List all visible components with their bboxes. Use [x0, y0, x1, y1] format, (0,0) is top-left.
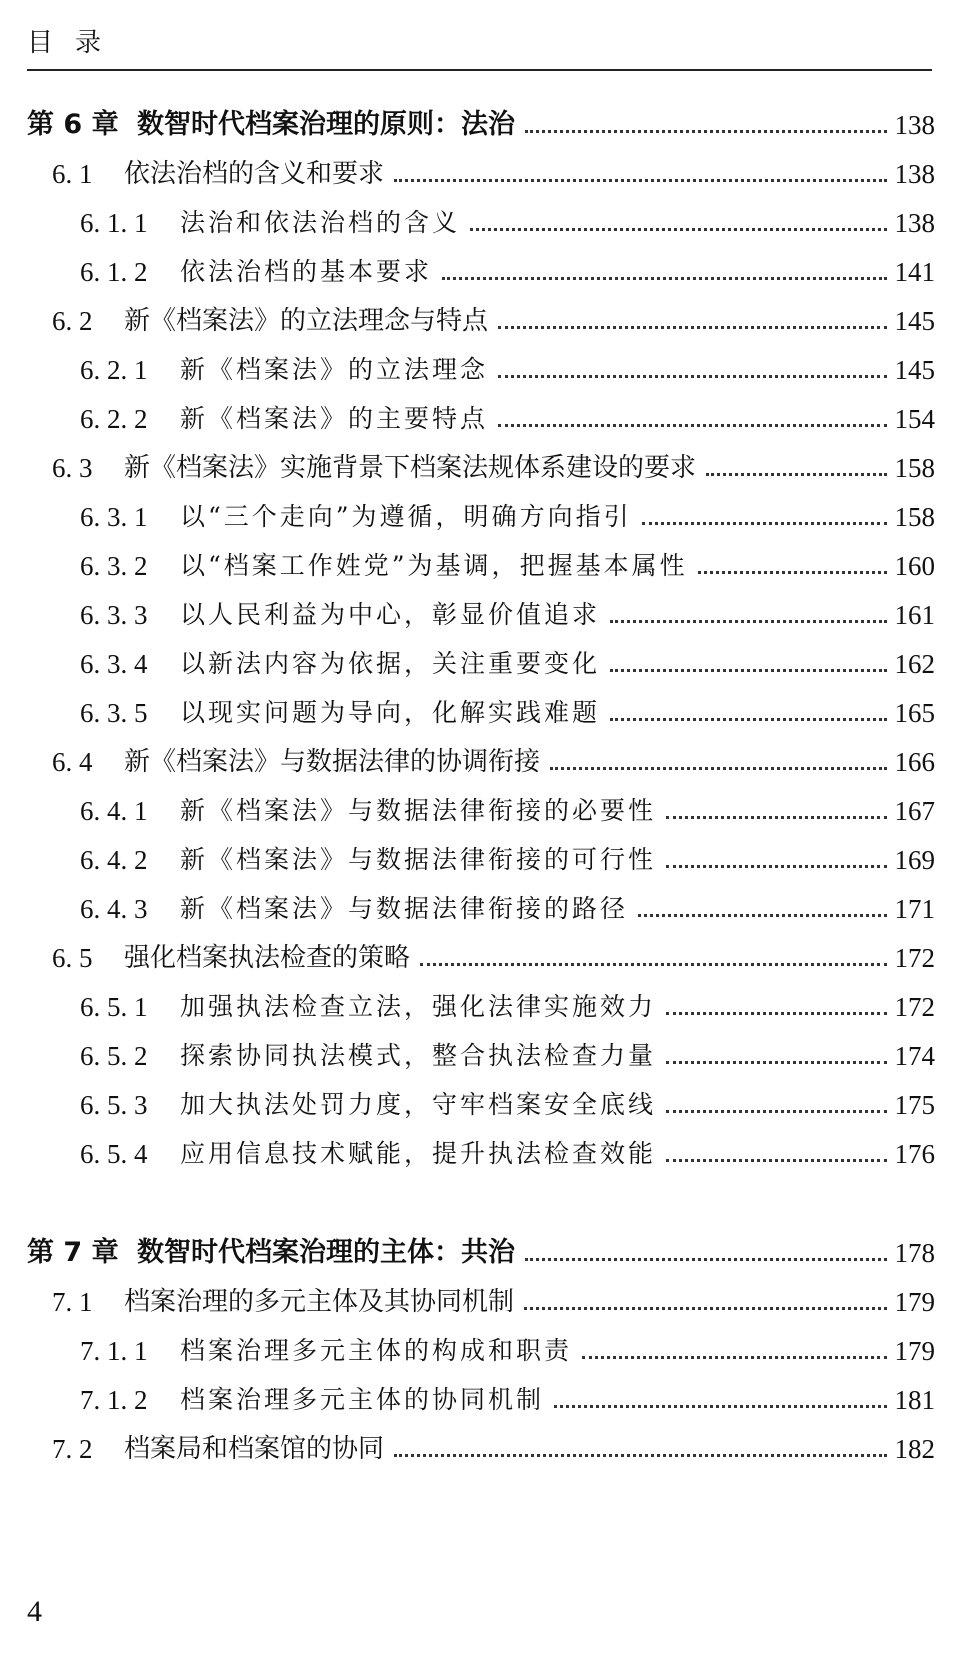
toc-subsection-entry: [80, 644, 935, 684]
toc-entry-title: 数智时代档案治理的主体：共治: [137, 1237, 515, 1268]
toc-entry-page: 165: [894, 698, 935, 728]
toc-entry-number: 6. 5. 1: [80, 992, 148, 1022]
toc-entry-number: 6. 4. 3: [80, 894, 148, 924]
toc-dot-leader: [394, 1454, 886, 1457]
toc-entry-page: 158: [894, 453, 935, 483]
toc-dot-leader: [498, 326, 886, 329]
page-number: 4: [27, 1595, 42, 1628]
toc-entry-number: 6. 5. 4: [80, 1139, 148, 1169]
toc-entry-title: 以现实问题为导向，化解实践难题: [180, 698, 601, 727]
toc-entry-number: 6. 2. 2: [80, 404, 148, 434]
toc-entry-number: 6. 1: [52, 159, 93, 189]
toc-entry-page: 175: [894, 1090, 935, 1120]
toc-subsection-entry: [80, 203, 935, 243]
toc-dot-leader: [550, 767, 886, 770]
toc-dot-leader: [498, 424, 886, 427]
toc-subsection-entry: [80, 1380, 935, 1420]
toc-subsection-entry: [80, 791, 935, 831]
toc-entry-number: 6. 5. 2: [80, 1041, 148, 1071]
toc-entry-page: 176: [894, 1139, 935, 1169]
toc-subsection-entry: [80, 840, 935, 880]
toc-dot-leader: [706, 473, 886, 476]
toc-entry-number: 7. 1. 1: [80, 1336, 148, 1366]
toc-subsection-entry: [80, 1036, 935, 1076]
toc-entry-title: 以新法内容为依据，关注重要变化: [180, 649, 601, 678]
toc-entry-number: 7. 1: [52, 1287, 93, 1317]
toc-entry-number: 6. 5: [52, 943, 93, 973]
toc-chapter-entry: [27, 1233, 935, 1273]
toc-dot-leader: [610, 718, 886, 721]
toc-entry-number: 6. 3. 1: [80, 502, 148, 532]
toc-entry-number: 6. 3. 5: [80, 698, 148, 728]
toc-entry-page: 179: [894, 1287, 935, 1317]
toc-subsection-entry: [80, 693, 935, 733]
toc-subsection-entry: [80, 1085, 935, 1125]
toc-entry-title: 应用信息技术赋能，提升执法检查效能: [180, 1139, 657, 1168]
toc-entry-number: 7. 2: [52, 1434, 93, 1464]
toc-entry-number: 6. 1. 1: [80, 208, 148, 238]
toc-subsection-entry: [80, 987, 935, 1027]
toc-entry-title: 加大执法处罚力度，守牢档案安全底线: [180, 1090, 657, 1119]
toc-dot-leader: [442, 277, 886, 280]
toc-entry-page: 162: [894, 649, 935, 679]
toc-entry-title: 新《档案法》的主要特点: [180, 404, 489, 433]
toc-entry-title: 以“三个走向”为遵循，明确方向指引: [180, 502, 632, 531]
toc-dot-leader: [610, 620, 886, 623]
toc-entry-title: 新《档案法》与数据法律的协调衔接: [124, 747, 541, 777]
toc-entry-title: 档案治理多元主体的构成和职责: [180, 1336, 573, 1365]
toc-entry-title: 新《档案法》与数据法律衔接的路径: [180, 894, 629, 923]
toc-entry-title: 新《档案法》与数据法律衔接的可行性: [180, 845, 657, 874]
toc-dot-leader: [666, 1061, 886, 1064]
toc-entry-title: 新《档案法》实施背景下档案法规体系建设的要求: [124, 453, 697, 483]
toc-entry-page: 167: [894, 796, 935, 826]
toc-entry-page: 178: [894, 1238, 935, 1268]
toc-entry-page: 172: [894, 992, 935, 1022]
toc-entry-title: 依法治档的含义和要求: [124, 159, 385, 189]
toc-entry-page: 182: [894, 1434, 935, 1464]
toc-entry-title: 以“档案工作姓党”为基调，把握基本属性: [180, 551, 688, 580]
toc-entry-page: 145: [894, 355, 935, 385]
toc-entry-title: 以人民利益为中心，彰显价值追求: [180, 600, 601, 629]
toc-entry-page: 154: [894, 404, 935, 434]
toc-entry-page: 138: [894, 110, 935, 140]
toc-entry-number: 第 6 章: [27, 109, 119, 140]
toc-entry-number: 6. 3: [52, 453, 93, 483]
toc-subsection-entry: [80, 350, 935, 390]
toc-subsection-entry: [80, 546, 935, 586]
toc-dot-leader: [666, 816, 886, 819]
toc-subsection-entry: [80, 1134, 935, 1174]
toc-entry-number: 6. 2: [52, 306, 93, 336]
toc-dot-leader: [394, 179, 886, 182]
toc-dot-leader: [524, 1307, 886, 1310]
toc-subsection-entry: [80, 399, 935, 439]
toc-entry-page: 174: [894, 1041, 935, 1071]
toc-entry-title: 依法治档的基本要求: [180, 257, 433, 286]
toc-entry-number: 6. 4. 1: [80, 796, 148, 826]
toc-chapter-entry: [27, 105, 935, 145]
toc-entry-page: 172: [894, 943, 935, 973]
toc-entry-page: 141: [894, 257, 935, 287]
toc-section-entry: [52, 1429, 935, 1469]
toc-dot-leader: [420, 963, 886, 966]
toc-entry-page: 161: [894, 600, 935, 630]
toc-entry-page: 160: [894, 551, 935, 581]
toc-entry-title: 档案治理多元主体的协同机制: [180, 1385, 545, 1414]
toc-entry-page: 158: [894, 502, 935, 532]
toc-section-entry: [52, 448, 935, 488]
toc-entry-title: 新《档案法》的立法理念与特点: [124, 306, 489, 336]
toc-entry-title: 新《档案法》与数据法律衔接的必要性: [180, 796, 657, 825]
toc-dot-leader: [666, 1159, 886, 1162]
toc-entry-number: 6. 1. 2: [80, 257, 148, 287]
toc-section-entry: [52, 938, 935, 978]
header-rule: [27, 69, 932, 71]
toc-entry-title: 法治和依法治档的含义: [180, 208, 461, 237]
toc-entry-number: 6. 3. 2: [80, 551, 148, 581]
toc-entry-title: 加强执法检查立法，强化法律实施效力: [180, 992, 657, 1021]
toc-entry-title: 强化档案执法检查的策略: [124, 943, 411, 973]
toc-dot-leader: [554, 1405, 886, 1408]
toc-dot-leader: [610, 669, 886, 672]
toc-entry-title: 档案局和档案馆的协同: [124, 1434, 385, 1464]
toc-dot-leader: [666, 1110, 886, 1113]
toc-entry-page: 169: [894, 845, 935, 875]
toc-dot-leader: [498, 375, 886, 378]
toc-dot-leader: [666, 1012, 886, 1015]
toc-entry-number: 6. 4. 2: [80, 845, 148, 875]
toc-subsection-entry: [80, 1331, 935, 1371]
toc-entry-page: 138: [894, 159, 935, 189]
toc-subsection-entry: [80, 497, 935, 537]
toc-entry-title: 档案治理的多元主体及其协同机制: [124, 1287, 515, 1317]
toc-dot-leader: [642, 522, 887, 525]
toc-subsection-entry: [80, 595, 935, 635]
toc-entry-number: 7. 1. 2: [80, 1385, 148, 1415]
toc-dot-leader: [525, 130, 887, 133]
toc-entry-page: 145: [894, 306, 935, 336]
toc-entry-page: 181: [894, 1385, 935, 1415]
toc-entry-number: 6. 5. 3: [80, 1090, 148, 1120]
toc-dot-leader: [582, 1356, 886, 1359]
toc-entry-title: 数智时代档案治理的原则：法治: [137, 109, 515, 140]
toc-section-entry: [52, 154, 935, 194]
toc-dot-leader: [698, 571, 887, 574]
toc-dot-leader: [525, 1258, 887, 1261]
toc-dot-leader: [666, 865, 886, 868]
toc-entry-title: 探索协同执法模式，整合执法检查力量: [180, 1041, 657, 1070]
toc-section-entry: [52, 1282, 935, 1322]
toc-entry-page: 166: [894, 747, 935, 777]
toc-entry-title: 新《档案法》的立法理念: [180, 355, 489, 384]
toc-entry-number: 第 7 章: [27, 1237, 119, 1268]
toc-entry-number: 6. 4: [52, 747, 93, 777]
toc-section-entry: [52, 742, 935, 782]
toc-subsection-entry: [80, 252, 935, 292]
toc-entry-page: 179: [894, 1336, 935, 1366]
toc-subsection-entry: [80, 889, 935, 929]
toc-entry-number: 6. 3. 3: [80, 600, 148, 630]
running-head-title: 目录: [27, 28, 124, 58]
toc-dot-leader: [638, 914, 886, 917]
toc-section-entry: [52, 301, 935, 341]
toc-entry-number: 6. 2. 1: [80, 355, 148, 385]
toc-entry-number: 6. 3. 4: [80, 649, 148, 679]
toc-dot-leader: [470, 228, 886, 231]
toc-entry-page: 138: [894, 208, 935, 238]
toc-entry-page: 171: [894, 894, 935, 924]
